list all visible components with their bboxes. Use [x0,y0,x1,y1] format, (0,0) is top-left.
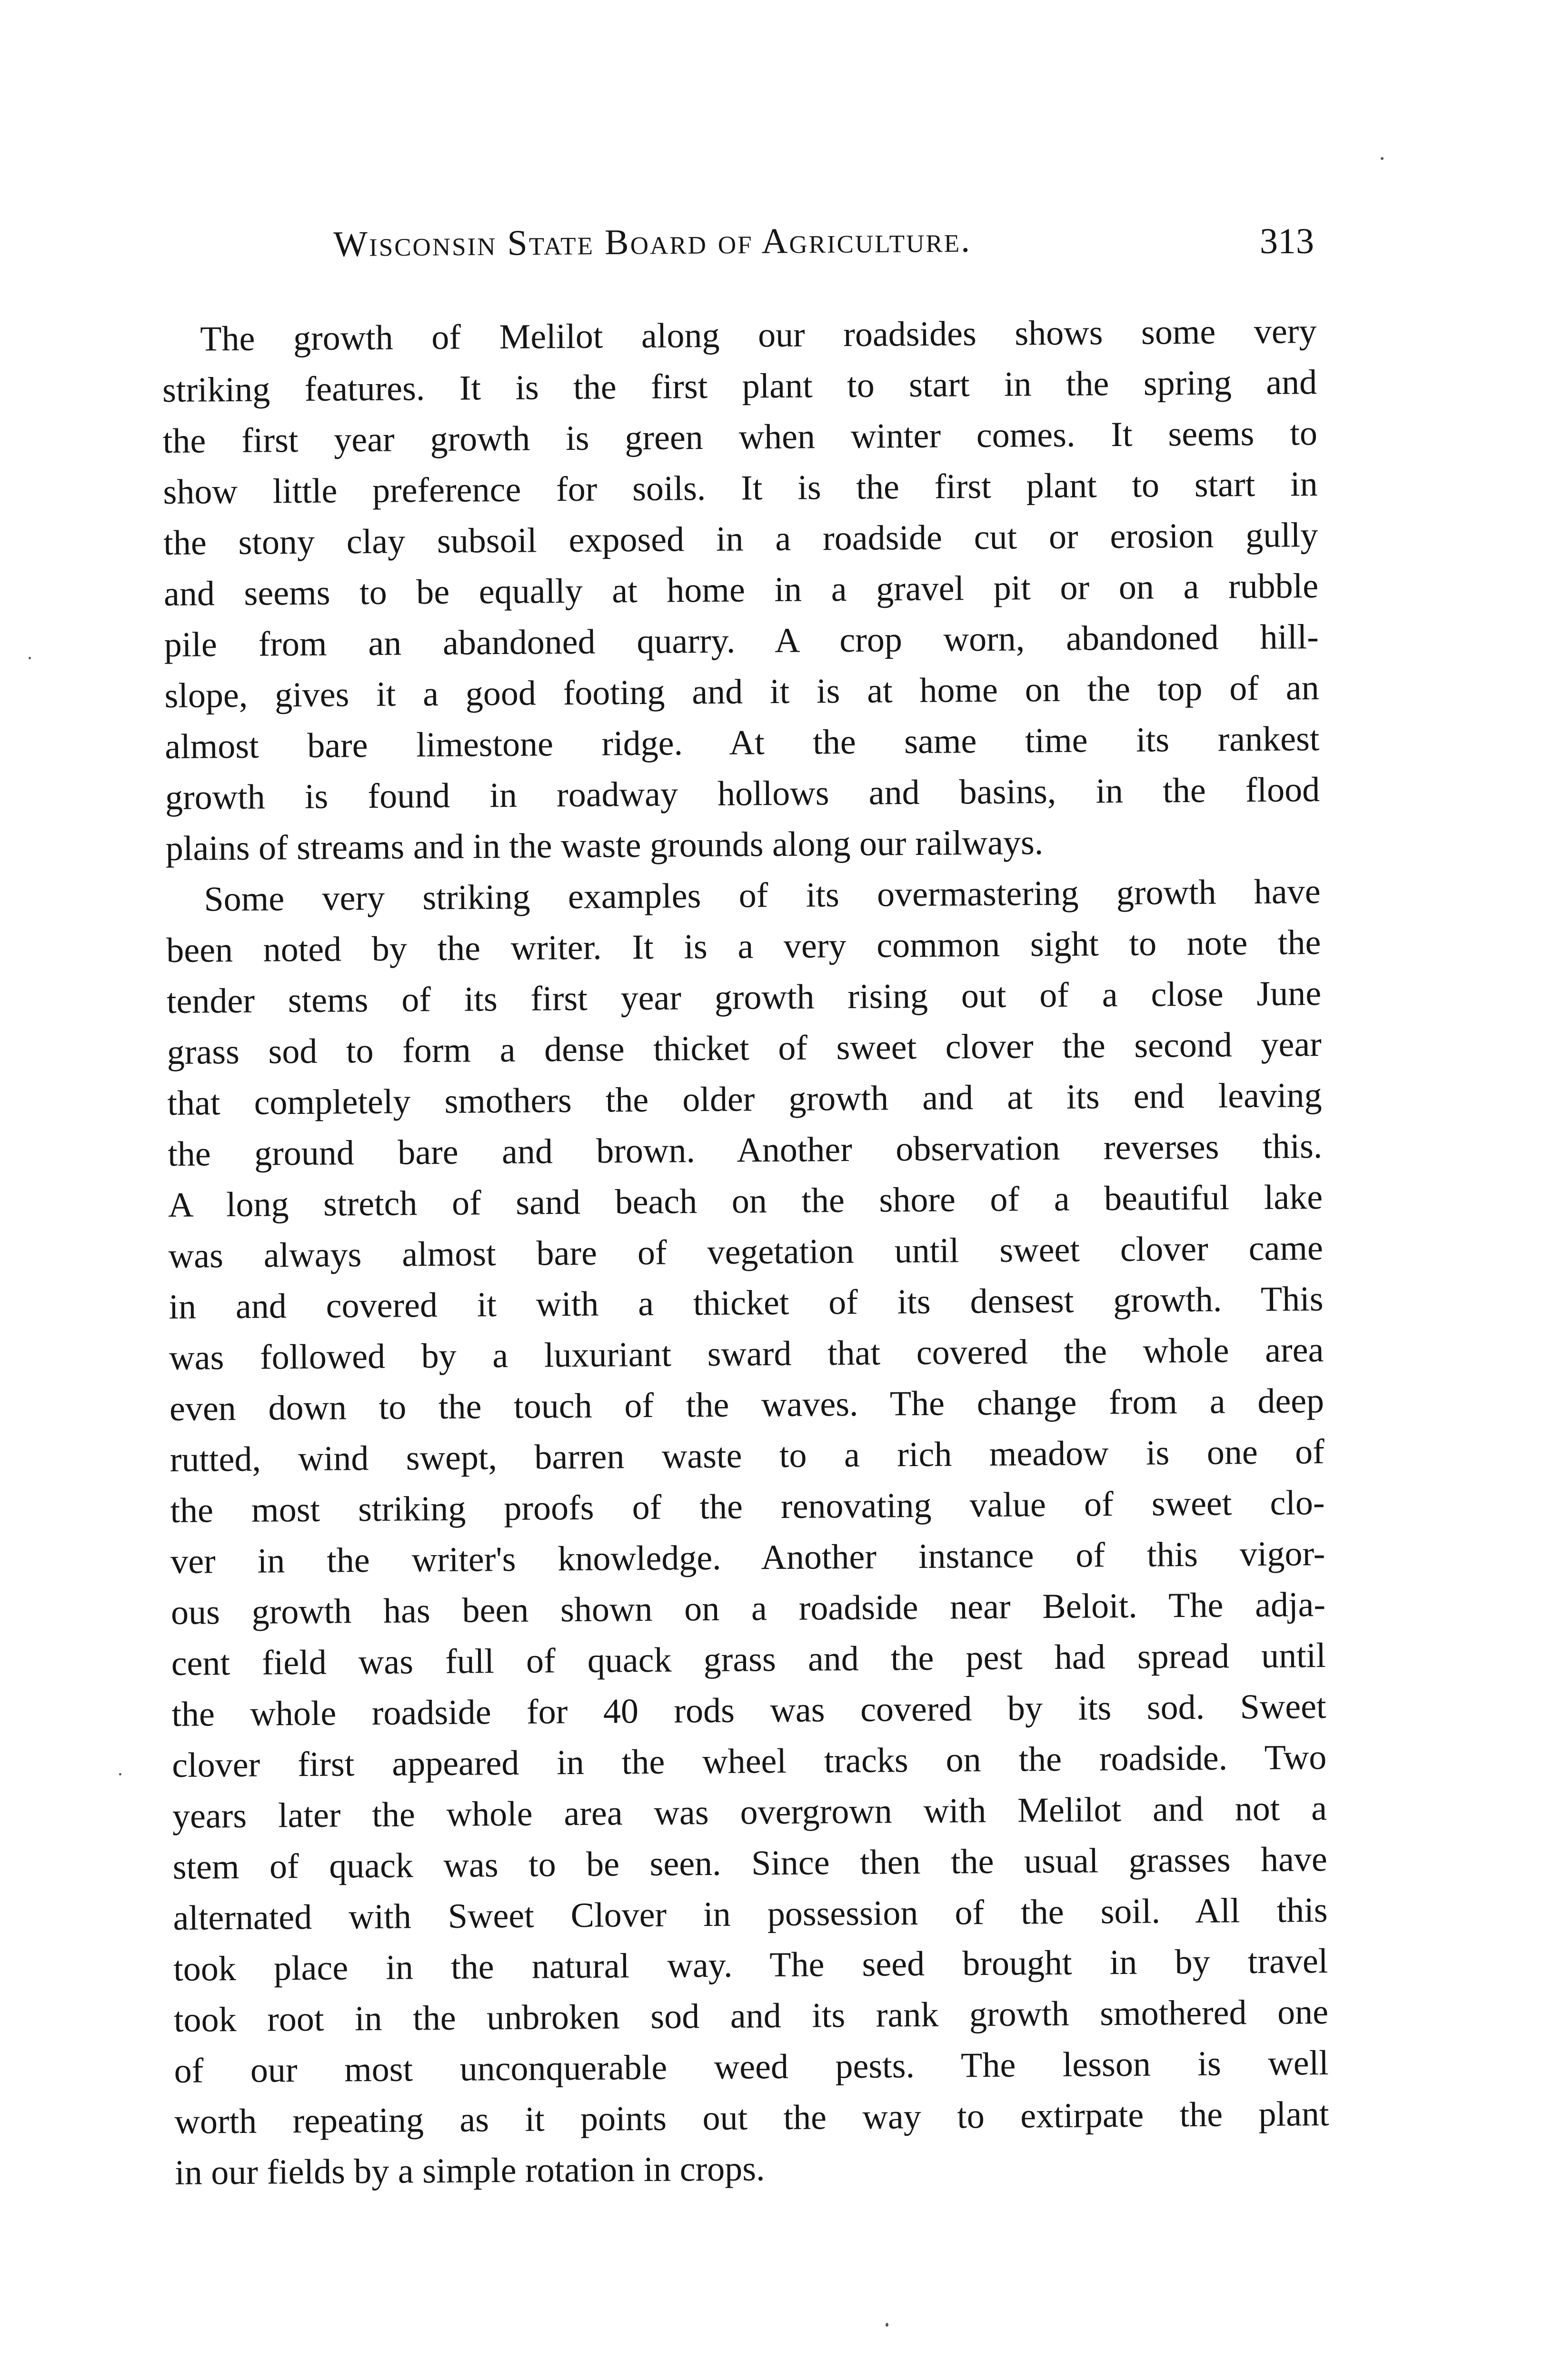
scan-speck [1381,157,1384,160]
text-line: slope, gives it a good footing and it is at home on the top of an [164,668,1319,715]
text-line: of our most unconquerable weed pests. The lesson is well [174,2043,1329,2091]
text-line: show little preference for soils. It is the first plant to start in [163,465,1318,512]
text-line: in and covered it with a thicket of its densest growth. This [169,1279,1324,1327]
running-title: Wisconsin State Board of Agriculture. [333,219,972,264]
text-line: even down to the touch of the waves. The change from a deep [169,1381,1325,1428]
text-line: pile from an abandoned quarry. A crop worn, abandoned hill- [164,617,1319,664]
text-line: took root in the unbroken sod and its rank growth smothered one [173,1992,1329,2040]
text-line: ous growth has been shown on a roadside near Beloit. The adja- [170,1585,1326,1632]
running-head [333,219,1314,276]
text-line: grass sod to form a dense thicket of sweet clover the second year [167,1025,1322,1072]
paragraph-1 [162,306,1320,874]
text-line: growth is found in roadway hollows and basins, in the flood [165,770,1320,817]
text-line: almost bare limestone ridge. At the same time its rankest [165,719,1320,766]
text-line: took place in the natural way. The seed brought in by travel [173,1941,1328,1989]
text-line: was always almost bare of vegetation until sweet clover came [168,1229,1324,1276]
text-line: rutted, wind swept, barren waste to a rich meadow is one of [169,1432,1325,1479]
text-line: cent field was full of quack grass and the pest had spread until [171,1636,1326,1683]
body-text [162,306,1330,2199]
text-line: in our fields by a simple rotation in crops. [174,2149,765,2192]
paragraph-2 [166,866,1329,2199]
text-line: worth repeating as it points out the way to extirpate the plant [174,2094,1329,2142]
text-line: the whole roadside for 40 rods was covered by its sod. Sweet [171,1686,1326,1734]
text-line: ver in the writer's knowledge. Another instance of this vigor- [170,1534,1325,1581]
text-line: tender stems of its first year growth rising out of a close June [166,974,1322,1021]
text-line: The growth of Melilot along our roadsides shows some very [200,312,1317,359]
text-line: Some very striking examples of its overmastering growth have [204,872,1321,919]
scan-speck [886,2323,888,2327]
text-line: alternated with Sweet Clover in possession of the soil. All this [173,1890,1328,1938]
text-line: the stony clay subsoil exposed in a roadside cut or erosion gully [163,516,1318,563]
text-line: stem of quack was to be seen. Since then the usual grasses have [172,1839,1328,1887]
text-line: plains of streams and in the waste grounds along our railways. [165,823,1044,868]
text-line: striking features. It is the first plant to start in the spring and [162,363,1317,410]
text-line: the most striking proofs of the renovating value of sweet clo- [170,1483,1325,1530]
scan-speck [29,657,31,659]
text-line: the first year growth is green when winter comes. It seems to [162,414,1318,461]
text-line: years later the whole area was overgrown with Melilot and not a [172,1788,1327,1836]
text-line: that completely smothers the older growth and at its end leaving [167,1076,1322,1123]
page-number: 313 [1260,221,1314,261]
text-line: been noted by the writer. It is a very common sight to note the [166,923,1321,970]
text-line: was followed by a luxuriant sward that covered the whole area [169,1330,1324,1378]
text-line: clover first appeared in the wheel tracks on the roadside. Two [171,1737,1327,1785]
text-line: the ground bare and brown. Another observation reverses this. [168,1127,1323,1174]
text-line: A long stretch of sand beach on the shore of a beautiful lake [168,1178,1323,1225]
scan-speck [119,1773,121,1775]
text-line: and seems to be equally at home in a gravel pit or on a rubble [163,566,1319,614]
